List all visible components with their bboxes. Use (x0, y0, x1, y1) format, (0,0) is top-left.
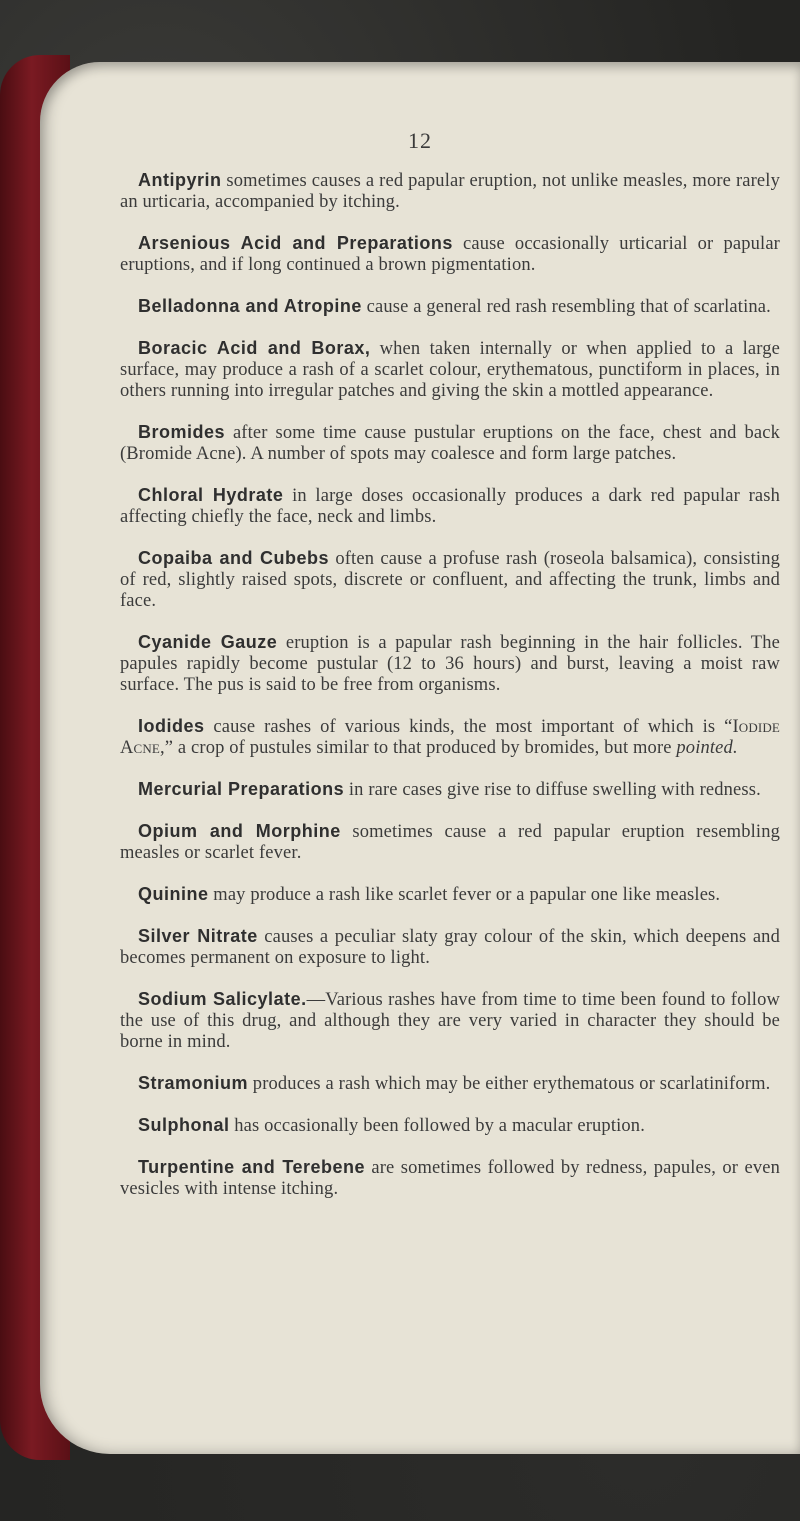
entry-iodides (120, 716, 780, 759)
entry-sodium-salicylate (120, 989, 780, 1053)
entry-term: Sulphonal (138, 1115, 230, 1135)
entry-smallcaps-text: Iodide Acne, (120, 717, 780, 758)
book-page (40, 62, 800, 1454)
entry-cyanide-gauze (120, 632, 780, 696)
entry-antipyrin (120, 170, 780, 213)
entry-silver-nitrate (120, 926, 780, 969)
entry-text: after some time cause pustular eruptions on the face, chest and back (Bromide Acne). A number of spots may coalesce and form large patches. (120, 423, 780, 464)
entry-term: Copaiba and Cubebs (138, 548, 330, 568)
entry-term: Turpentine and Terebene (138, 1157, 366, 1177)
entry-term: Quinine (138, 884, 209, 904)
entry-text: eruption is a papular rash beginning in the hair follicles. The papules rapidly become pustular (12 to 36 hours) and burst, leaving a moist raw surface. The pus is said to be free from organisms. (120, 633, 781, 695)
entry-stramonium (120, 1073, 780, 1095)
entry-text: may produce a rash like scarlet fever or a papular one like measles. (208, 885, 721, 905)
entry-arsenious-acid (120, 233, 780, 276)
entry-text: —Various rashes have from time to time been found to follow the use of this drug, and although they are very varied in character they should be borne in mind. (120, 990, 780, 1052)
entry-term: Arsenious Acid and Preparations (138, 233, 453, 253)
entry-copaiba (120, 548, 780, 612)
entry-text: cause rashes of various kinds, the most important of which is “ (204, 717, 733, 737)
entry-belladonna (120, 296, 780, 318)
entry-text: often cause a profuse rash (roseola balsamica), consisting of red, slightly raised spots, discrete or confluent, and affecting the trunk, limbs and face. (120, 549, 780, 611)
entry-term: Mercurial Preparations (138, 779, 345, 799)
page-number: 12 (408, 128, 432, 153)
entry-term: Cyanide Gauze (138, 632, 278, 652)
entry-text: are sometimes followed by redness, papules, or even vesicles with intense itching. (120, 1158, 780, 1199)
entry-text: cause occasionally urticarial or papular eruptions, and if long continued a brown pigmentation. (120, 234, 780, 275)
entry-text: in large doses occasionally produces a dark red papular rash affecting chiefly the face, neck and limbs. (120, 486, 780, 527)
entry-turpentine (120, 1157, 780, 1200)
entry-boracic-acid (120, 338, 780, 402)
entry-term: Opium and Morphine (138, 821, 341, 841)
entry-term: Chloral Hydrate (138, 485, 284, 505)
entry-text: when taken internally or when applied to a large surface, may produce a rash of a scarlet colour, erythematous, punctiform in places, in others running into irregular patches and giving the skin a mottled appearance. (120, 339, 780, 401)
entry-term: Bromides (138, 422, 226, 442)
entry-term: Stramonium (138, 1073, 249, 1093)
entry-text: sometimes cause a red papular eruption resembling measles or scarlet fever. (120, 822, 780, 863)
entry-term: Silver Nitrate (138, 926, 258, 946)
entry-text: causes a peculiar slaty gray colour of the skin, which deepens and becomes permanent on exposure to light. (120, 927, 780, 968)
entry-quinine (120, 884, 780, 906)
entry-opium (120, 821, 780, 864)
entry-bromides (120, 422, 780, 465)
entry-text: cause a general red rash resembling that of scarlatina. (361, 297, 771, 317)
entry-term: Sodium Salicylate. (138, 989, 307, 1009)
entry-italic-text: pointed. (676, 738, 738, 758)
drug-eruption-list (120, 170, 780, 1220)
entry-mercurial (120, 779, 780, 801)
entry-sulphonal (120, 1115, 780, 1137)
entry-term: Antipyrin (138, 170, 222, 190)
entry-term: Iodides (138, 716, 205, 736)
entry-text: sometimes causes a red papular eruption, not unlike measles, more rarely an urticaria, accompanied by itching. (120, 171, 780, 212)
entry-text: has occasionally been followed by a macular eruption. (229, 1116, 645, 1136)
entry-chloral-hydrate (120, 485, 780, 528)
entry-text: ” a crop of pustules similar to that produced by bromides, but more (164, 738, 677, 758)
entry-term: Boracic Acid and Borax, (138, 338, 371, 358)
entry-term: Belladonna and Atropine (138, 296, 362, 316)
entry-text: produces a rash which may be either erythematous or scarlatiniform. (248, 1074, 771, 1094)
entry-text: in rare cases give rise to diffuse swelling with redness. (344, 780, 761, 800)
